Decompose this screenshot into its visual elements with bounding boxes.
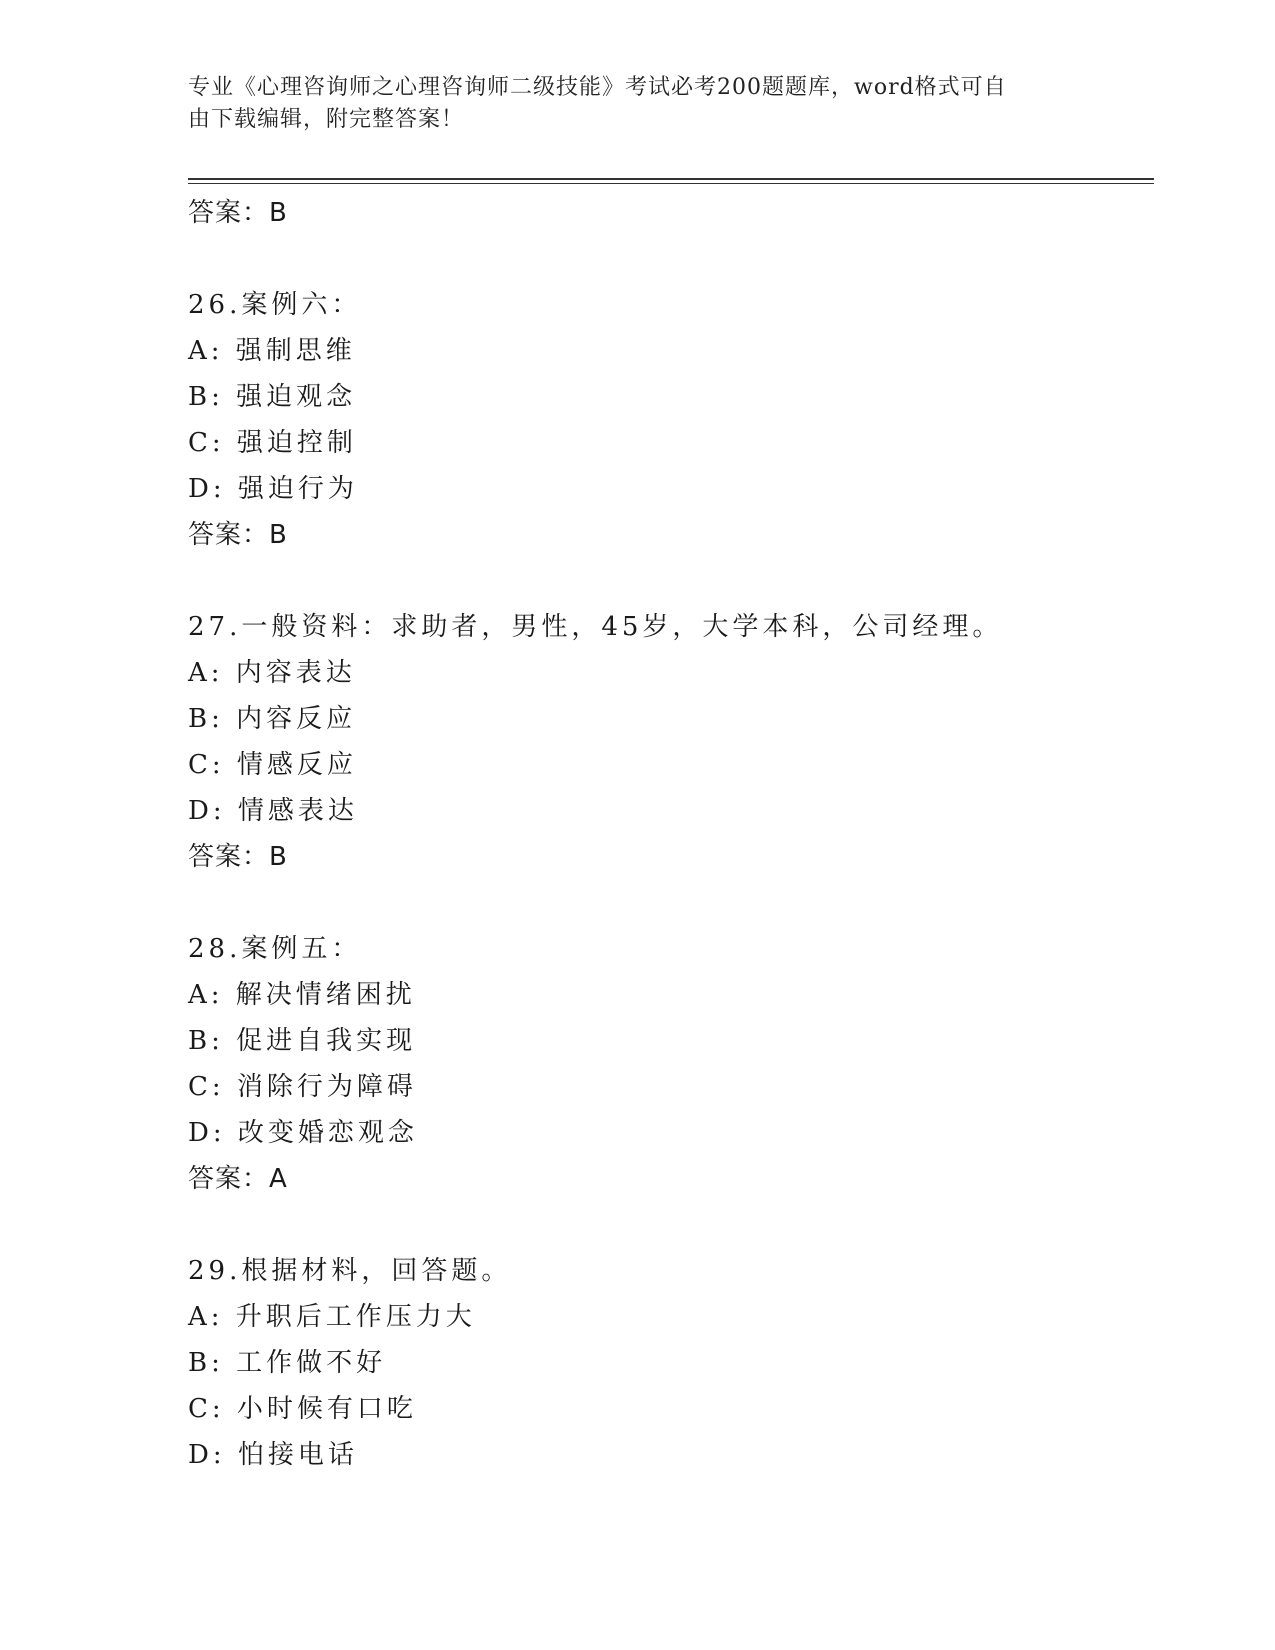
- header-line-2: 由下载编辑，附完整答案！: [188, 107, 465, 132]
- question-list: [188, 190, 1154, 1478]
- question-stem: 27.一般资料：求助者，男性，45岁，大学本科，公司经理。: [188, 612, 1003, 642]
- question-item: [188, 604, 1154, 880]
- answer-line: 答案：B: [188, 198, 288, 228]
- option-a: A: 解决情绪困扰: [188, 980, 416, 1010]
- option-d: D: 改变婚恋观念: [188, 1118, 418, 1148]
- spacer: [188, 880, 1154, 926]
- option-b: B: 强迫观念: [188, 382, 357, 412]
- option-a: A: 内容表达: [188, 658, 356, 688]
- option-c: C: 情感反应: [188, 750, 357, 780]
- question-stem: 28.案例五：: [188, 934, 362, 964]
- option-d: D: 情感表达: [188, 796, 358, 826]
- spacer: [188, 1202, 1154, 1248]
- option-a: A: 强制思维: [188, 336, 356, 366]
- option-c: C: 强迫控制: [188, 428, 357, 458]
- answer-line: 答案：A: [188, 1164, 288, 1194]
- option-b: B: 促进自我实现: [188, 1026, 417, 1056]
- question-stem: 26.案例六：: [188, 290, 362, 320]
- question-item: [188, 1248, 1154, 1478]
- question-item: [188, 926, 1154, 1202]
- option-a: A: 升职后工作压力大: [188, 1302, 476, 1332]
- spacer: [188, 558, 1154, 604]
- option-c: C: 小时候有口吃: [188, 1394, 417, 1424]
- option-b: B: 工作做不好: [188, 1348, 387, 1378]
- document-header: [188, 72, 1068, 136]
- option-d: D: 怕接电话: [188, 1440, 358, 1470]
- question-stem: 29.根据材料，回答题。: [188, 1256, 512, 1286]
- answer-line: 答案：B: [188, 842, 288, 872]
- spacer: [188, 236, 1154, 282]
- option-b: B: 内容反应: [188, 704, 357, 734]
- header-rule-thin: [188, 183, 1154, 184]
- question-item: [188, 282, 1154, 558]
- header-line-1: 专业《心理咨询师之心理咨询师二级技能》考试必考200题题库，word格式可自: [188, 75, 1007, 100]
- header-rule-thick: [188, 178, 1154, 180]
- answer-line: 答案：B: [188, 520, 288, 550]
- option-c: C: 消除行为障碍: [188, 1072, 417, 1102]
- option-d: D: 强迫行为: [188, 474, 358, 504]
